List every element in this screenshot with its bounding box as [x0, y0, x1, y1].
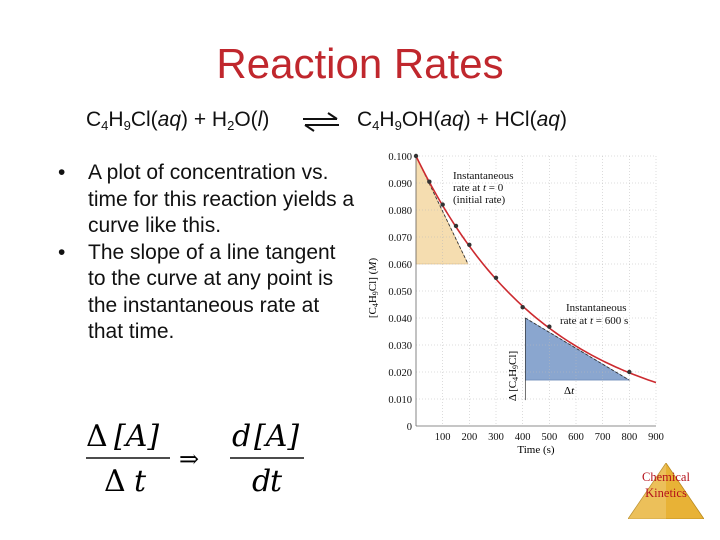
y-tick-label: 0.030	[388, 341, 412, 352]
y-tick-label: 0.070	[388, 233, 412, 244]
data-point	[494, 276, 498, 280]
x-axis-label: Time (s)	[517, 444, 555, 456]
equation-text: C	[86, 108, 102, 131]
y-tick-label: 0	[406, 422, 412, 433]
y-tick-label: 0.060	[388, 260, 412, 271]
x-tick-label: 400	[514, 432, 531, 443]
equation-text: Cl(	[130, 108, 158, 131]
equation-text: )	[262, 108, 270, 131]
subscript: 4	[101, 118, 109, 133]
x-tick-label: 500	[541, 432, 558, 443]
subscript: 9	[394, 118, 402, 133]
initial-rate-annotation	[453, 170, 513, 206]
bullet-text: A plot of concentration vs. time for this reaction yields a curve like this.	[88, 161, 355, 237]
data-point	[627, 370, 631, 374]
slide-title: Reaction Rates	[216, 40, 504, 87]
equation-text: aq	[157, 108, 181, 131]
rate-derivative-formula	[84, 410, 324, 500]
bullet-item	[58, 160, 358, 240]
late-rate-annotation	[560, 302, 628, 327]
equation-products	[357, 108, 567, 133]
differential-symbol: d	[232, 419, 252, 454]
equation-text: aq	[440, 108, 464, 131]
data-point	[547, 324, 551, 328]
bullet-item	[58, 240, 358, 346]
x-tick-label: 700	[594, 432, 611, 443]
annotation-line: (initial rate)	[453, 194, 506, 206]
bullet-dot-icon: •	[58, 161, 66, 184]
delta-t-label: Δt	[564, 385, 575, 397]
equation-text: H	[108, 108, 124, 131]
equation-text: OH(	[401, 108, 441, 131]
equation-text: O(	[234, 108, 258, 131]
annotation-line: Instantaneous	[453, 170, 514, 182]
implies-arrow-icon: ⇒	[179, 445, 200, 473]
x-tick-label: 100	[434, 432, 451, 443]
equation-reactants	[86, 108, 269, 133]
equation-text: aq	[536, 108, 560, 131]
bullet-text: The slope of a line tangent to the curve at any point is the instantaneous rate at that time.	[88, 240, 336, 343]
y-tick-label: 0.010	[388, 395, 412, 406]
data-point	[454, 224, 458, 228]
y-tick-label: 0.080	[388, 206, 412, 217]
equation-text: )	[559, 108, 567, 131]
data-point	[440, 202, 444, 206]
equation-text: C	[357, 108, 373, 131]
badge-line: Kinetics	[645, 486, 687, 500]
reaction-equation	[0, 108, 720, 138]
annotation-line: Instantaneous	[566, 302, 627, 314]
x-tick-label: 600	[568, 432, 584, 443]
concentration-symbol: [A]	[114, 419, 160, 454]
equation-text: ) + H	[181, 108, 228, 131]
data-point	[427, 179, 431, 183]
subscript: 9	[123, 118, 131, 133]
equation-text: ) + HCl(	[463, 108, 537, 131]
y-axis-label: [C4H9Cl] (M)	[367, 257, 380, 319]
data-point	[414, 154, 418, 158]
bullet-list	[58, 160, 358, 346]
x-tick-label: 900	[648, 432, 664, 443]
delta-concentration-label: Δ [C4H9Cl]	[507, 350, 520, 402]
y-tick-label: 0.050	[388, 287, 412, 298]
x-tick-label: 200	[461, 432, 478, 443]
badge-line: Chemical	[642, 470, 690, 484]
delta-symbol: Δ	[86, 419, 108, 454]
concentration-time-chart	[360, 148, 670, 460]
bullet-dot-icon: •	[58, 240, 66, 264]
concentration-symbol: [A]	[254, 419, 300, 454]
annotation-line: rate at t = 600 s	[560, 315, 629, 327]
annotation-line: rate at t = 0	[453, 182, 504, 194]
chemical-kinetics-badge	[628, 469, 704, 501]
y-tick-label: 0.040	[388, 314, 412, 325]
time-symbol: t	[270, 464, 283, 499]
equation-text: H	[379, 108, 395, 131]
y-tick-label: 0.020	[388, 368, 412, 379]
y-tick-label: 0.090	[388, 179, 412, 190]
y-tick-label: 0.100	[388, 152, 412, 163]
time-symbol: t	[134, 464, 147, 499]
subscript: 4	[372, 118, 380, 133]
equilibrium-arrow-icon	[301, 112, 341, 132]
x-tick-label: 300	[488, 432, 504, 443]
data-point	[467, 243, 471, 247]
subscript: 2	[227, 118, 235, 133]
delta-symbol: Δ	[104, 464, 126, 499]
x-tick-label: 800	[621, 432, 638, 443]
differential-symbol: d	[252, 464, 272, 499]
data-point	[520, 305, 524, 309]
equation-text: l	[257, 108, 263, 131]
